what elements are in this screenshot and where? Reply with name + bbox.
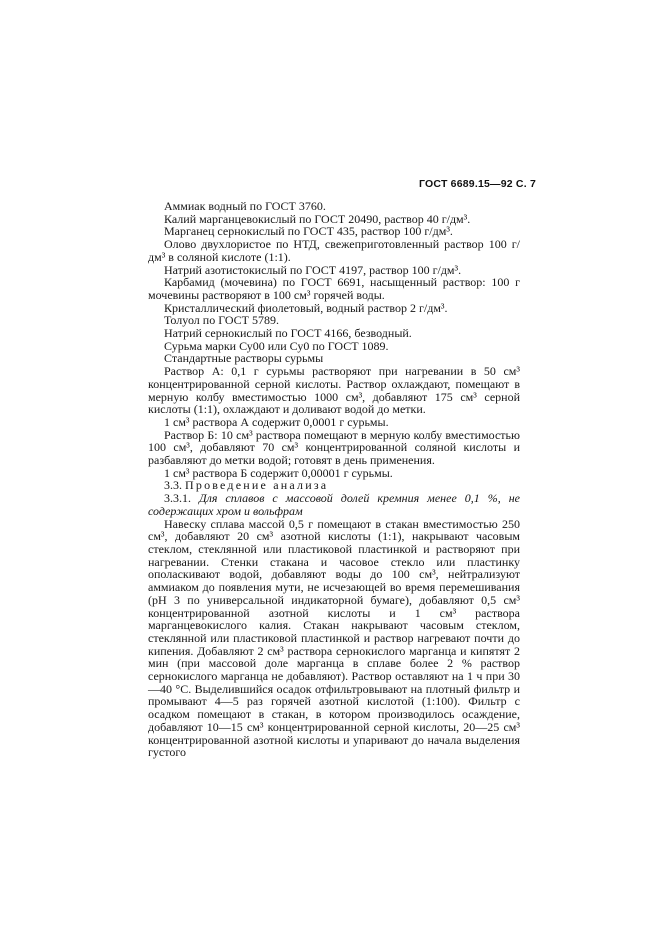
subsection-number: 3.3.1.	[164, 491, 191, 506]
subsection-title: Для сплавов с массовой долей кремния менее 0,1 %, не содержащих хром и вольфрам	[148, 491, 521, 518]
reagent-sodium-sulfate: Натрий сернокислый по ГОСТ 4166, безводный.	[164, 326, 412, 341]
reagent-toluene: Толуол по ГОСТ 5789.	[164, 313, 279, 328]
reagent-carbamide: Карбамид (мочевина) по ГОСТ 6691, насыщенный раствор: 100 г мочевины растворяют в 100 см³ горячей воды.	[148, 275, 520, 302]
reagent-potassium-permanganate: Калий марганцевокислый по ГОСТ 20490, раствор 40 г/дм³.	[164, 211, 471, 226]
reagent-crystal-violet: Кристаллический фиолетовый, водный раствор 2 г/дм³.	[164, 300, 448, 315]
solution-a-note: 1 см³ раствора А содержит 0,0001 г сурьмы.	[164, 414, 389, 429]
reagent-manganese-sulfate: Марганец сернокислый по ГОСТ 435, раствор 100 г/дм³.	[164, 224, 453, 239]
document-body	[148, 200, 520, 759]
reagent-ammonia: Аммиак водный по ГОСТ 3760.	[164, 199, 326, 213]
reagent-antimony: Сурьма марки Су00 или Су0 по ГОСТ 1089.	[164, 338, 389, 353]
procedure-text: Навеску сплава массой 0,5 г помещают в стакан вместимостью 250 см³, добавляют 20 см³ азотной кислоты (1:1), накрывают часовым стеклом, стеклянной или пластиковой пластинкой и растворяют при нагревании. Стенки стакана и часовое стекло или пластинку ополаскивают водой, добавляют воды до 100 см³, нейтрализуют аммиаком до появления мути, не исчезающей во время перемешивания (pH 3 по универсальной индикаторной бумаге), добавляют 0,5 см³ концентрированной азотной кислоты и 1 см³ раствора марганцевокислого калия. Стакан накрывают часовым стеклом, стеклянной или пластиковой пластинкой и раствор нагревают почти до кипения. Добавляют 2 см³ раствора сернокислого марганца и кипятят 2 мин (при массовой доле марганца в сплаве более 2 % раствор сернокислого марганца не добавляют). Раствор оставляют на 1 ч при 30—40 °С. Выделившийся осадок отфильтровывают на плотный фильтр и промывают 4—5 раз горячей азотной кислотой (1:100). Фильтр с осадком помещают в стакан, в котором производилось осаждение, добавляют 10—15 см³ концентрированной серной кислоты, 20—25 см³ концентрированной азотной кислоты и упаривают до начала выделения густого	[148, 516, 520, 760]
solution-b-text: Раствор Б: 10 см³ раствора помещают в мерную колбу вместимостью 100 см³, добавляют 70 см³ концентрированной соляной кислоты и разбавляют до метки водой; готовят в день применения.	[148, 427, 520, 468]
section-number: 3.3.	[164, 478, 182, 493]
section-title: Проведение анализа	[185, 478, 329, 493]
subsection-heading	[148, 492, 520, 517]
reagent-sodium-nitrite: Натрий азотистокислый по ГОСТ 4197, раствор 100 г/дм³.	[164, 262, 462, 277]
reagent-tin-chloride: Олово двухлористое по НТД, свежеприготовленный раствор 100 г/дм³ в соляной кислоте (1:1).	[148, 237, 520, 264]
standard-solutions-heading: Стандартные растворы сурьмы	[164, 351, 324, 366]
solution-b-note: 1 см³ раствора Б содержит 0,00001 г сурьмы.	[164, 465, 393, 480]
page-header: ГОСТ 6689.15—92 С. 7	[419, 178, 536, 190]
solution-a-text: Раствор А: 0,1 г сурьмы растворяют при нагревании в 50 см³ концентрированной серной кислоты. Раствор охлаждают, помещают в мерную колбу вместимостью 1000 см³, добавляют 175 см³ серной кислоты (1:1), охлаждают и доливают водой до метки.	[148, 364, 520, 417]
